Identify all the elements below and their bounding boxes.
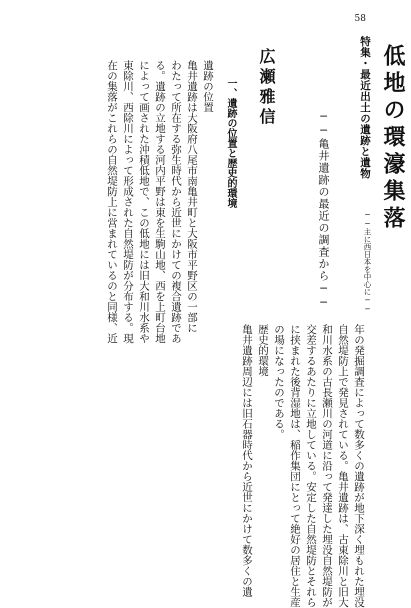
- text-line: 東除川、西除川によって形成された自然堤防が分布する。現: [122, 60, 134, 344]
- subsection-heading: 遺跡の位置: [202, 60, 214, 113]
- author-name: 広瀬雅信: [257, 48, 276, 128]
- text-line: 在の集落がこれらの自然堤防上に営まれているのと同様、近: [106, 60, 118, 344]
- section-heading: 一、遺跡の位置と歴史的環境: [225, 78, 236, 208]
- title-line: 低地の環濠集落: [380, 44, 406, 233]
- body-text-bottom: [239, 324, 367, 608]
- series-subtitle: ──主に西日本を中心に──: [363, 210, 372, 314]
- text-line: る。遺跡の立地する河内平野は東を生駒山地、西を上町台地: [154, 60, 166, 344]
- series-title: 特集・最近出土の遺跡と遺物: [359, 36, 371, 179]
- text-line: 自然堤防上で発見されている。亀井遺跡は、古東除川と旧大: [337, 324, 349, 608]
- text-line: わたって所在する弥生時代から近世にかけての複合遺跡であ: [170, 60, 182, 344]
- text-line: によって画された沖積低地で、この低地には旧大和川水系や: [138, 60, 150, 344]
- page-title: [381, 44, 405, 233]
- body-text-top: [104, 60, 216, 344]
- text-line: 交差するあたりに立地している。安定した自然堤防とそれら: [305, 324, 317, 608]
- text-line: 年の発掘調査によって数多くの遺跡が地下深く埋もれた埋没: [353, 324, 365, 608]
- text-line: 和川水系の古長瀬川の河道に沿って発達した埋没自然堤防が: [321, 324, 333, 608]
- text-line: 亀井遺跡周辺には旧石器時代から近世にかけて数多くの遺: [241, 324, 253, 597]
- page-subtitle: ──亀井遺跡の最近の調査から──: [317, 110, 330, 310]
- text-line: に挟まれた後背湿地は、稲作集団にとって絶好の居住と生産: [289, 324, 301, 608]
- subsection-heading: 歴史的環境: [257, 324, 269, 377]
- page-number: 58: [354, 14, 366, 24]
- text-line: 亀井遺跡は大阪府八尾市南亀井町と大阪市平野区の一部に: [186, 60, 198, 333]
- text-line: の場になったのである。: [273, 324, 285, 440]
